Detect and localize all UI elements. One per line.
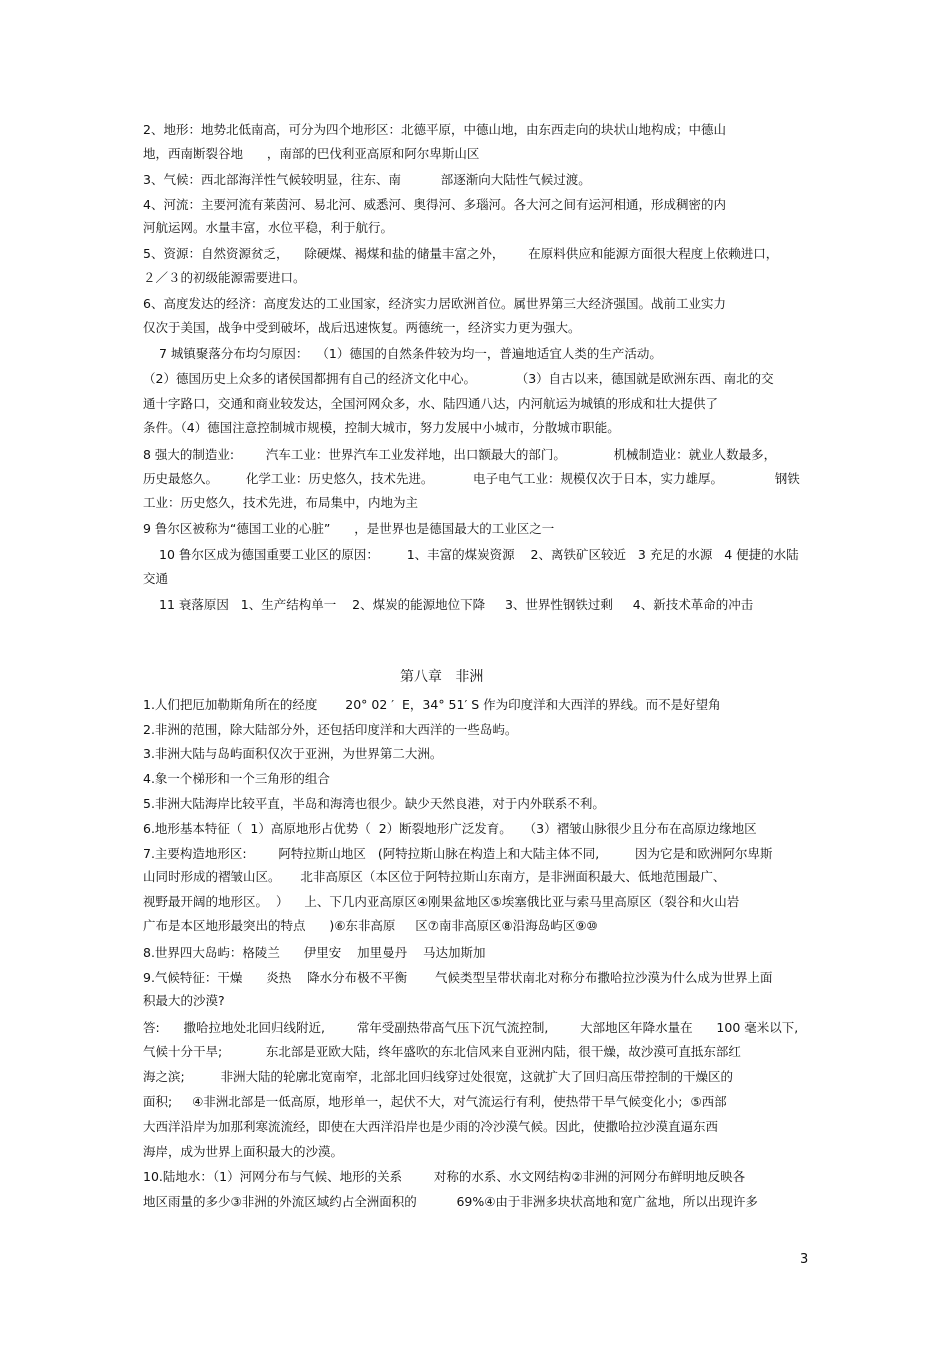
text-line: 2、地形：地势北低南高，可分为四个地形区：北德平原，中德山地，由东西走向的块状山地构成；中德山: [143, 122, 726, 137]
text-line: 10 鲁尔区成为德国重要工业区的原因： 1、丰富的煤炭资源 2、离铁矿区较近 3 充足的水源 4 便捷的水陆: [159, 547, 799, 562]
text-line: 7.主要构造地形区: 阿特拉斯山地区 (阿特拉斯山脉在构造上和大陆主体不同, 因为它是和欧洲阿尔卑斯: [143, 846, 773, 861]
text-line: 11 衰落原因 1、生产结构单一 2、煤炭的能源地位下降 3、世界性钢铁过剩 4、新技术革命的冲击: [159, 597, 754, 612]
text-line: 答: 撒哈拉地处北回归线附近, 常年受副热带高气压下沉气流控制, 大部地区年降水量在 100 毫米以下,: [143, 1020, 799, 1035]
text-line: 9 鲁尔区被称为“德国工业的心脏” ，是世界也是德国最大的工业区之一: [143, 521, 555, 536]
text-line: 1.人们把厄加勒斯角所在的经度 20° 02 ′ E，34° 51′ S 作为印度洋和大西洋的界线。而不是好望角: [143, 697, 721, 712]
text-line: 通十字路口，交通和商业较发达，全国河网众多，水、陆四通八达，内河航运为城镇的形成和壮大提供了: [143, 396, 719, 411]
text-line: 5、资源：自然资源贫乏， 除硬煤、褐煤和盐的储量丰富之外， 在原料供应和能源方面很大程度上依赖进口，: [143, 246, 779, 261]
page-number: 3: [800, 1252, 809, 1267]
text-line: 3.非洲大陆与岛屿面积仅次于亚洲，为世界第二大洲。: [143, 746, 443, 761]
text-line: 3、气候：西北部海洋性气候较明显，往东、南 部逐渐向大陆性气候过渡。: [143, 172, 591, 187]
text-line: 4、河流：主要河流有莱茵河、易北河、威悉河、奥得河、多瑙河。各大河之间有运河相通，形成稠密的内: [143, 197, 726, 212]
text-line: 交通: [143, 571, 169, 586]
text-line: 7 城镇聚落分布均匀原因： （1）德国的自然条件较为均一，普遍地适宜人类的生产活动。: [159, 346, 662, 361]
text-line: 条件。（4）德国注意控制城市规模，控制大城市，努力发展中小城市，分散城市职能。: [143, 420, 620, 435]
text-line: 6、高度发达的经济：高度发达的工业国家，经济实力居欧洲首位。属世界第三大经济强国。战前工业实力: [143, 296, 726, 311]
text-line: 气候十分干旱; 东北部是亚欧大陆，终年盛吹的东北信风来自亚洲内陆，很干燥，故沙漠可直抵东部红: [143, 1044, 741, 1059]
text-line: 10.陆地水：（1）河网分布与气候、地形的关系 对称的水系、水文网结构②非洲的河网分布鲜明地反映各: [143, 1169, 746, 1184]
text-line: 面积; ④非洲北部是一低高原，地形单一，起伏不大，对气流运行有利，使热带干旱气候变化小; ⑤西部: [143, 1094, 727, 1109]
text-line: 山同时形成的褶皱山区。 北非高原区（本区位于阿特拉斯山东南方，是非洲面积最大、低地范围最广、: [143, 869, 726, 884]
text-line: 历史最悠久。 化学工业：历史悠久，技术先进。 电子电气工业：规模仅次于日本，实力雄厚。 钢铁: [143, 471, 800, 486]
text-line: 9.气候特征：干燥 炎热 降水分布极不平衡 气候类型呈带状南北对称分布撒哈拉沙漠为什么成为世界上面: [143, 970, 773, 985]
text-line: 海之滨; 非洲大陆的轮廓北宽南窄，北部北回归线穿过处很宽，这就扩大了回归高压带控制的干燥区的: [143, 1069, 733, 1084]
text-line: 工业：历史悠久，技术先进，布局集中，内地为主: [143, 495, 419, 510]
text-line: 2.非洲的范围，除大陆部分外，还包括印度洋和大西洋的一些岛屿。: [143, 722, 518, 737]
text-line: 4.象一个梯形和一个三角形的组合: [143, 771, 330, 786]
text-line: 视野最开阔的地形区。 ） 上、下几内亚高原区④刚果盆地区⑤埃塞俄比亚与索马里高原区（裂谷和火山岩: [143, 894, 740, 909]
text-line: 广布是本区地形最突出的特点 )⑥东非高原 区⑦南非高原区⑧沿海岛屿区⑨⑩: [143, 918, 598, 933]
text-line: 大西洋沿岸为加那利寒流流经，即使在大西洋沿岸也是少雨的冷沙漠气候。因此，使撒哈拉沙漠直逼东西: [143, 1119, 719, 1134]
text-line: 仅次于美国，战争中受到破坏，战后迅速恢复。两德统一，经济实力更为强大。: [143, 320, 581, 335]
text-line: 地，西南断裂谷地 ，南部的巴伐利亚高原和阿尔卑斯山区: [143, 146, 480, 161]
text-line: 5.非洲大陆海岸比较平直，半岛和海湾也很少。缺少天然良港，对于内外联系不利。: [143, 796, 605, 811]
text-line: （2）德国历史上众多的诸侯国都拥有自己的经济文化中心。 （3）自古以来，德国就是欧洲东西、南北的交: [143, 371, 774, 386]
text-line: 6.地形基本特征（ 1）高原地形占优势（ 2）断裂地形广泛发育。 （3）褶皱山脉很少且分布在高原边缘地区: [143, 821, 757, 836]
text-line: ２／３的初级能源需要进口。: [143, 270, 306, 285]
text-line: 8.世界四大岛屿：格陵兰 伊里安 加里曼丹 马达加斯加: [143, 945, 486, 960]
text-line: 地区雨量的多少③非洲的外流区域约占全洲面积的 69%④由于非洲多块状高地和宽广盆地，所以出现许多: [143, 1194, 758, 1209]
text-line: 积最大的沙漠?: [143, 993, 225, 1008]
text-line: 河航运网。水量丰富，水位平稳，利于航行。: [143, 220, 394, 235]
text-line: 8 强大的制造业: 汽车工业：世界汽车工业发祥地，出口额最大的部门。 机械制造业：就业人数最多，: [143, 447, 777, 462]
chapter-title: 第八章 非洲: [400, 669, 484, 685]
text-line: 海岸，成为世界上面积最大的沙漠。: [143, 1144, 344, 1159]
